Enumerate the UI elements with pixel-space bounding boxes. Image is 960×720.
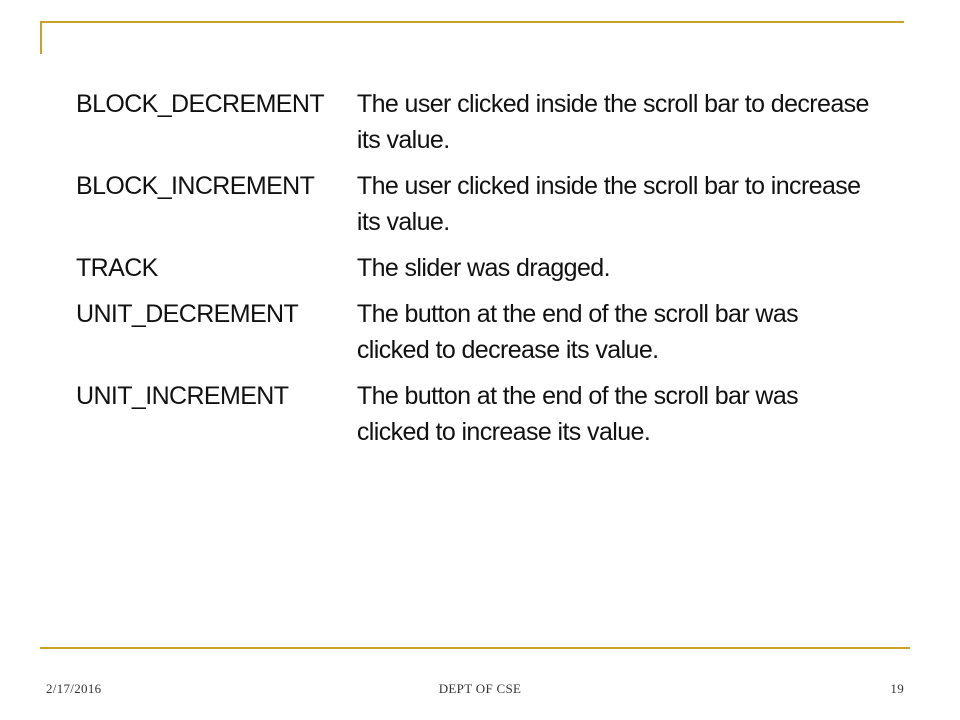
event-constant: TRACK [76,254,158,282]
table-row [76,168,876,250]
event-description: The user clicked inside the scroll bar to increase its value. [356,172,861,236]
event-description: The user clicked inside the scroll bar to decrease its value. [356,90,869,154]
event-description: The button at the end of the scroll bar was clicked to increase its value. [356,382,799,446]
footer-date: 2/17/2016 [46,681,102,696]
event-description: The button at the end of the scroll bar was clicked to decrease its value. [356,300,799,364]
table-row [76,378,876,460]
footer-department: DEPT OF CSE [438,681,522,696]
top-border-line [40,21,904,23]
footer-page-number: 19 [890,681,904,696]
table-row [76,86,876,168]
event-constant: BLOCK_INCREMENT [76,172,315,200]
table-row [76,250,876,296]
event-constant: UNIT_DECREMENT [76,300,299,328]
scroll-event-table [76,86,876,460]
event-description: The slider was dragged. [356,254,610,282]
left-border-line [40,21,42,54]
event-constant: BLOCK_DECREMENT [76,90,324,118]
event-constant: UNIT_INCREMENT [76,382,289,410]
table-row [76,296,876,378]
bottom-border-line [40,647,910,649]
